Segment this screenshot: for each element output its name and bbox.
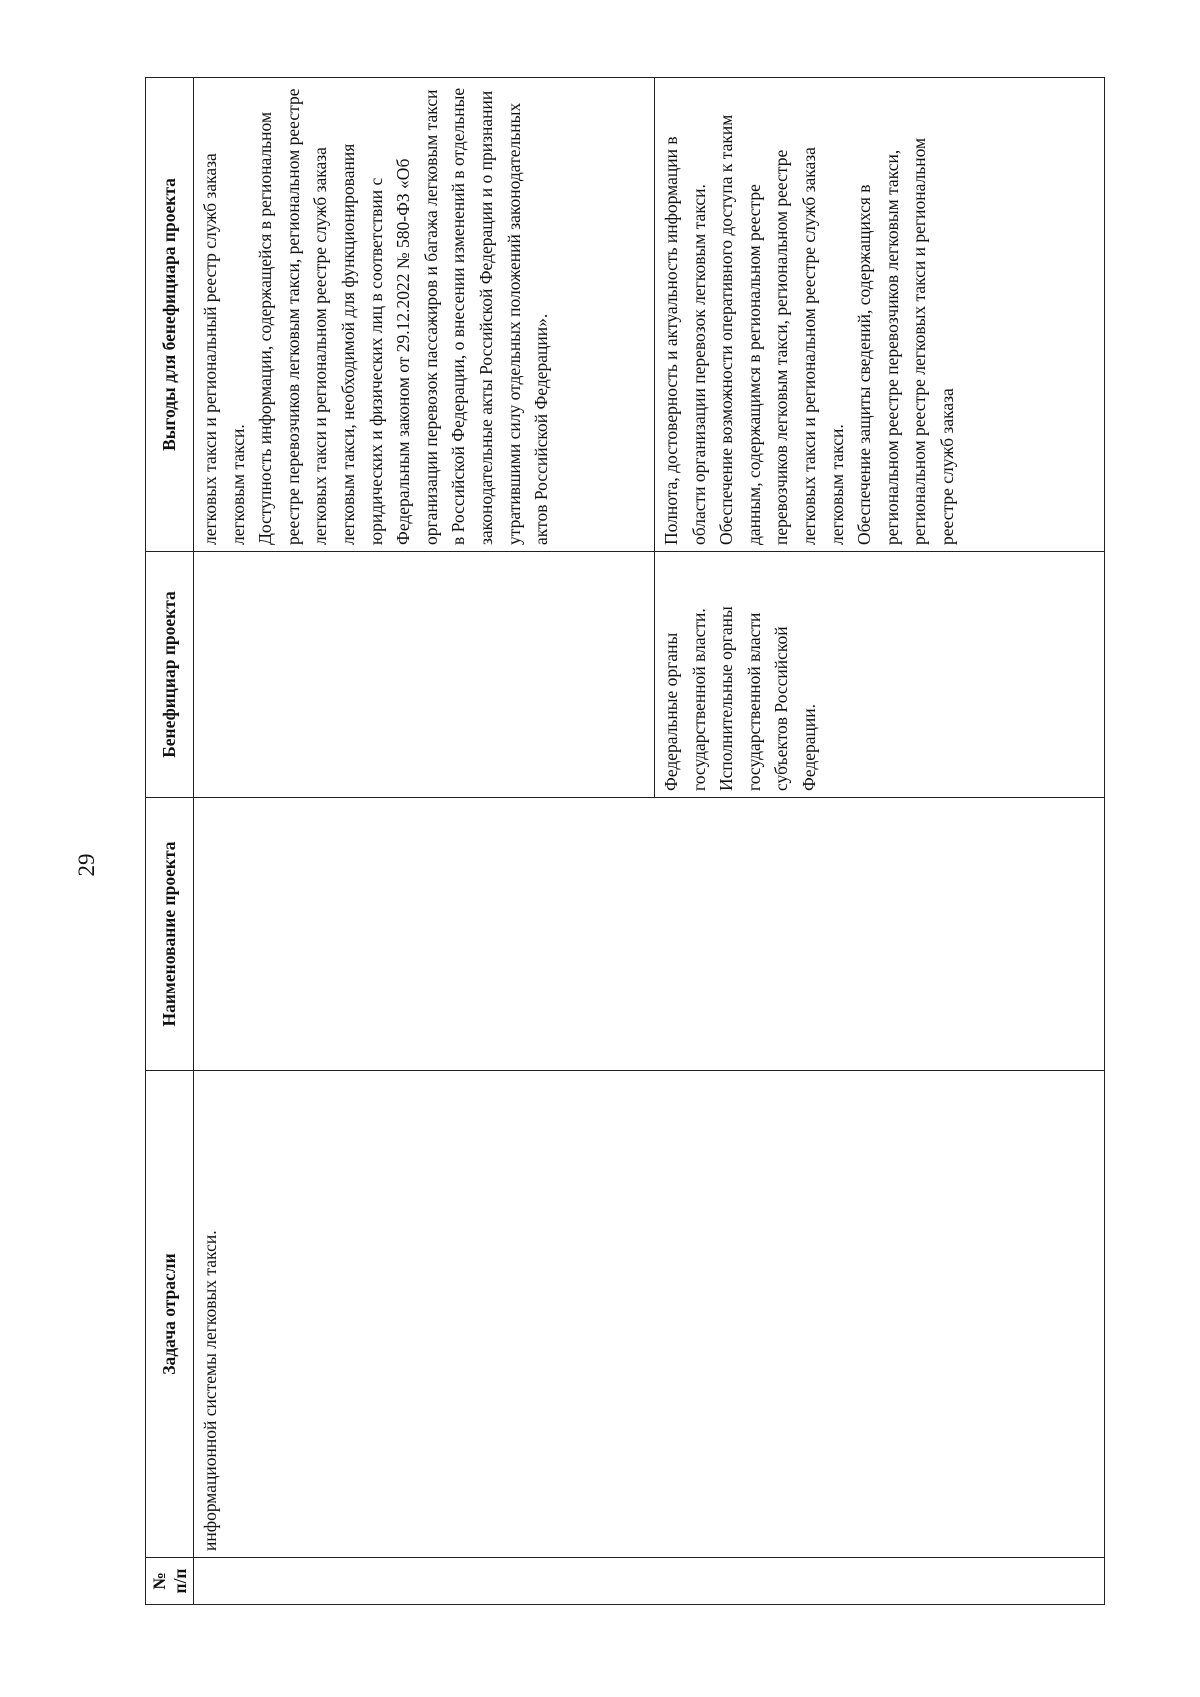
rotated-table-sheet (145, 78, 1105, 1605)
cell-benefits (655, 78, 1105, 552)
header-beneficiary: Бенефициар проекта (146, 552, 194, 798)
beneficiary-paragraph: Федеральные органы государственной власти. (661, 608, 709, 791)
benefit-paragraph: Обеспечение защиты сведений, содержащихся в региональном реестре перевозчиков легковым такси, региональном реестре легковых такси и региональном реестре служб заказа (854, 137, 957, 545)
cell-benefits (194, 78, 655, 552)
cell-task: информационной системы легковых такси. (194, 1071, 1105, 1558)
benefit-paragraph: Обеспечение возможности оперативного доступа к таким данным, содержащимся в региональном реестре перевозчиков легковым такси, региональном реестре легковых такси и региональном реестре служб заказа легковым такси. (716, 114, 847, 545)
cell-name (194, 798, 1105, 1071)
header-task: Задача отрасли (146, 1071, 194, 1558)
benefit-paragraph: легковых такси и региональный реестр служб заказа легковым такси. (200, 153, 248, 545)
header-name: Наименование проекта (146, 798, 194, 1071)
page-number: 29 (74, 853, 99, 877)
benefit-paragraph: Полнота, достоверность и актуальность информации в области организации перевозок легковым такси. (661, 136, 709, 545)
benefit-paragraph: Доступность информации, содержащейся в региональном реестре перевозчиков легковым такси, региональном реестре легковых такси и региональном реестре служб заказа легковым такси, необходимой для функционирования юридических и физических лиц в соответствии с Федеральным законом от 29.12.2022 № 580-ФЗ «Об организации перевозок пассажиров и багажа легковым такси в Российской Федерации, о внесении изменений в отдельные законодательные акты Российской Федерации и о признании утратившими силу отдельных положений законодательных актов Российской Федерации». (255, 87, 552, 545)
table-header-row (146, 78, 194, 1605)
beneficiary-paragraph: Исполнительные органы государственной власти субъектов Российской Федерации. (716, 606, 819, 791)
cell-num (194, 1558, 1105, 1605)
cell-beneficiary (194, 552, 655, 798)
projects-table (145, 77, 1105, 1605)
header-benefits: Выгоды для бенефициара проекта (146, 78, 194, 552)
table-row (194, 78, 655, 1605)
cell-beneficiary (655, 552, 1105, 798)
header-num: № п/п (146, 1558, 194, 1605)
